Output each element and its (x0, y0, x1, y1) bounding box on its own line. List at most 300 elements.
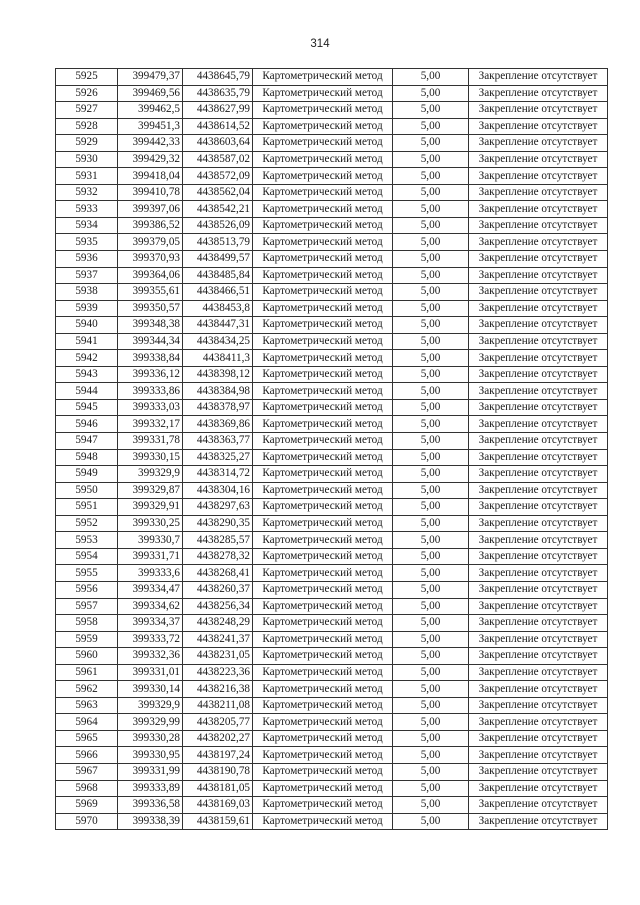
x-coordinate-cell: 399336,12 (118, 366, 183, 383)
x-coordinate-cell: 399330,25 (118, 515, 183, 532)
fixing-description-cell: Закрепление отсутствует (469, 151, 608, 168)
method-cell: Картометрический метод (253, 69, 393, 86)
point-number-cell: 5931 (56, 168, 118, 185)
y-coordinate-cell: 4438434,25 (183, 333, 253, 350)
method-cell: Картометрический метод (253, 267, 393, 284)
table-row (56, 615, 608, 632)
fixing-description-cell: Закрепление отсутствует (469, 85, 608, 102)
error-cell: 5,00 (393, 333, 469, 350)
x-coordinate-cell: 399418,04 (118, 168, 183, 185)
table-row (56, 664, 608, 681)
fixing-description-cell: Закрепление отсутствует (469, 813, 608, 830)
table-row (56, 151, 608, 168)
method-cell: Картометрический метод (253, 714, 393, 731)
table-row (56, 383, 608, 400)
x-coordinate-cell: 399462,5 (118, 102, 183, 119)
point-number-cell: 5947 (56, 433, 118, 450)
point-number-cell: 5930 (56, 151, 118, 168)
x-coordinate-cell: 399334,62 (118, 598, 183, 615)
fixing-description-cell: Закрепление отсутствует (469, 184, 608, 201)
fixing-description-cell: Закрепление отсутствует (469, 598, 608, 615)
method-cell: Картометрический метод (253, 482, 393, 499)
fixing-description-cell: Закрепление отсутствует (469, 515, 608, 532)
x-coordinate-cell: 399329,9 (118, 466, 183, 483)
table-row (56, 333, 608, 350)
y-coordinate-cell: 4438278,32 (183, 548, 253, 565)
x-coordinate-cell: 399329,91 (118, 499, 183, 516)
fixing-description-cell: Закрепление отсутствует (469, 433, 608, 450)
table-row (56, 433, 608, 450)
x-coordinate-cell: 399332,17 (118, 416, 183, 433)
table-row (56, 813, 608, 830)
error-cell: 5,00 (393, 267, 469, 284)
method-cell: Картометрический метод (253, 797, 393, 814)
error-cell: 5,00 (393, 135, 469, 152)
method-cell: Картометрический метод (253, 300, 393, 317)
method-cell: Картометрический метод (253, 449, 393, 466)
x-coordinate-cell: 399331,01 (118, 664, 183, 681)
table-row (56, 217, 608, 234)
method-cell: Картометрический метод (253, 681, 393, 698)
y-coordinate-cell: 4438627,99 (183, 102, 253, 119)
point-number-cell: 5964 (56, 714, 118, 731)
method-cell: Картометрический метод (253, 780, 393, 797)
point-number-cell: 5950 (56, 482, 118, 499)
point-number-cell: 5933 (56, 201, 118, 218)
method-cell: Картометрический метод (253, 433, 393, 450)
error-cell: 5,00 (393, 184, 469, 201)
y-coordinate-cell: 4438325,27 (183, 449, 253, 466)
point-number-cell: 5941 (56, 333, 118, 350)
method-cell: Картометрический метод (253, 102, 393, 119)
point-number-cell: 5969 (56, 797, 118, 814)
error-cell: 5,00 (393, 747, 469, 764)
fixing-description-cell: Закрепление отсутствует (469, 449, 608, 466)
fixing-description-cell: Закрепление отсутствует (469, 135, 608, 152)
fixing-description-cell: Закрепление отсутствует (469, 697, 608, 714)
fixing-description-cell: Закрепление отсутствует (469, 168, 608, 185)
method-cell: Картометрический метод (253, 615, 393, 632)
fixing-description-cell: Закрепление отсутствует (469, 532, 608, 549)
y-coordinate-cell: 4438453,8 (183, 300, 253, 317)
y-coordinate-cell: 4438378,97 (183, 399, 253, 416)
fixing-description-cell: Закрепление отсутствует (469, 780, 608, 797)
point-number-cell: 5925 (56, 69, 118, 86)
fixing-description-cell: Закрепление отсутствует (469, 416, 608, 433)
fixing-description-cell: Закрепление отсутствует (469, 747, 608, 764)
y-coordinate-cell: 4438169,03 (183, 797, 253, 814)
x-coordinate-cell: 399332,36 (118, 648, 183, 665)
error-cell: 5,00 (393, 780, 469, 797)
x-coordinate-cell: 399331,71 (118, 548, 183, 565)
x-coordinate-cell: 399469,56 (118, 85, 183, 102)
method-cell: Картометрический метод (253, 631, 393, 648)
x-coordinate-cell: 399330,28 (118, 730, 183, 747)
x-coordinate-cell: 399331,99 (118, 763, 183, 780)
error-cell: 5,00 (393, 466, 469, 483)
fixing-description-cell: Закрепление отсутствует (469, 581, 608, 598)
fixing-description-cell: Закрепление отсутствует (469, 648, 608, 665)
table-row (56, 730, 608, 747)
point-number-cell: 5955 (56, 565, 118, 582)
y-coordinate-cell: 4438363,77 (183, 433, 253, 450)
y-coordinate-cell: 4438211,08 (183, 697, 253, 714)
fixing-description-cell: Закрепление отсутствует (469, 300, 608, 317)
point-number-cell: 5929 (56, 135, 118, 152)
y-coordinate-cell: 4438159,61 (183, 813, 253, 830)
point-number-cell: 5953 (56, 532, 118, 549)
table-row (56, 797, 608, 814)
x-coordinate-cell: 399330,7 (118, 532, 183, 549)
x-coordinate-cell: 399334,37 (118, 615, 183, 632)
fixing-description-cell: Закрепление отсутствует (469, 615, 608, 632)
error-cell: 5,00 (393, 615, 469, 632)
error-cell: 5,00 (393, 168, 469, 185)
x-coordinate-cell: 399344,34 (118, 333, 183, 350)
x-coordinate-cell: 399429,32 (118, 151, 183, 168)
fixing-description-cell: Закрепление отсутствует (469, 317, 608, 334)
fixing-description-cell: Закрепление отсутствует (469, 499, 608, 516)
table-row (56, 284, 608, 301)
table-row (56, 118, 608, 135)
x-coordinate-cell: 399333,72 (118, 631, 183, 648)
y-coordinate-cell: 4438231,05 (183, 648, 253, 665)
y-coordinate-cell: 4438485,84 (183, 267, 253, 284)
point-number-cell: 5949 (56, 466, 118, 483)
y-coordinate-cell: 4438202,27 (183, 730, 253, 747)
method-cell: Картометрический метод (253, 697, 393, 714)
table-row (56, 184, 608, 201)
point-number-cell: 5962 (56, 681, 118, 698)
method-cell: Картометрический метод (253, 499, 393, 516)
error-cell: 5,00 (393, 284, 469, 301)
y-coordinate-cell: 4438603,64 (183, 135, 253, 152)
fixing-description-cell: Закрепление отсутствует (469, 350, 608, 367)
method-cell: Картометрический метод (253, 730, 393, 747)
error-cell: 5,00 (393, 449, 469, 466)
table-row (56, 466, 608, 483)
error-cell: 5,00 (393, 648, 469, 665)
error-cell: 5,00 (393, 118, 469, 135)
method-cell: Картометрический метод (253, 598, 393, 615)
point-number-cell: 5963 (56, 697, 118, 714)
x-coordinate-cell: 399329,99 (118, 714, 183, 731)
fixing-description-cell: Закрепление отсутствует (469, 217, 608, 234)
point-number-cell: 5958 (56, 615, 118, 632)
point-number-cell: 5937 (56, 267, 118, 284)
table-row (56, 681, 608, 698)
method-cell: Картометрический метод (253, 251, 393, 268)
table-row (56, 449, 608, 466)
fixing-description-cell: Закрепление отсутствует (469, 383, 608, 400)
point-number-cell: 5935 (56, 234, 118, 251)
error-cell: 5,00 (393, 499, 469, 516)
fixing-description-cell: Закрепление отсутствует (469, 333, 608, 350)
y-coordinate-cell: 4438398,12 (183, 366, 253, 383)
error-cell: 5,00 (393, 366, 469, 383)
error-cell: 5,00 (393, 217, 469, 234)
point-number-cell: 5944 (56, 383, 118, 400)
x-coordinate-cell: 399397,06 (118, 201, 183, 218)
table-row (56, 366, 608, 383)
table-row (56, 85, 608, 102)
point-number-cell: 5939 (56, 300, 118, 317)
point-number-cell: 5940 (56, 317, 118, 334)
table-row (56, 168, 608, 185)
table-row (56, 350, 608, 367)
point-number-cell: 5932 (56, 184, 118, 201)
error-cell: 5,00 (393, 234, 469, 251)
y-coordinate-cell: 4438205,77 (183, 714, 253, 731)
y-coordinate-cell: 4438297,63 (183, 499, 253, 516)
y-coordinate-cell: 4438304,16 (183, 482, 253, 499)
x-coordinate-cell: 399333,86 (118, 383, 183, 400)
method-cell: Картометрический метод (253, 399, 393, 416)
fixing-description-cell: Закрепление отсутствует (469, 251, 608, 268)
point-number-cell: 5951 (56, 499, 118, 516)
fixing-description-cell: Закрепление отсутствует (469, 234, 608, 251)
table-row (56, 697, 608, 714)
error-cell: 5,00 (393, 85, 469, 102)
fixing-description-cell: Закрепление отсутствует (469, 69, 608, 86)
error-cell: 5,00 (393, 251, 469, 268)
y-coordinate-cell: 4438260,37 (183, 581, 253, 598)
table-row (56, 499, 608, 516)
fixing-description-cell: Закрепление отсутствует (469, 366, 608, 383)
error-cell: 5,00 (393, 399, 469, 416)
x-coordinate-cell: 399333,6 (118, 565, 183, 582)
x-coordinate-cell: 399442,33 (118, 135, 183, 152)
table-row (56, 631, 608, 648)
fixing-description-cell: Закрепление отсутствует (469, 118, 608, 135)
method-cell: Картометрический метод (253, 763, 393, 780)
y-coordinate-cell: 4438466,51 (183, 284, 253, 301)
y-coordinate-cell: 4438190,78 (183, 763, 253, 780)
x-coordinate-cell: 399333,03 (118, 399, 183, 416)
coordinates-table-body (56, 69, 608, 830)
page-number: 314 (310, 38, 330, 50)
x-coordinate-cell: 399355,61 (118, 284, 183, 301)
error-cell: 5,00 (393, 714, 469, 731)
table-row (56, 399, 608, 416)
y-coordinate-cell: 4438562,04 (183, 184, 253, 201)
error-cell: 5,00 (393, 300, 469, 317)
method-cell: Картометрический метод (253, 581, 393, 598)
error-cell: 5,00 (393, 813, 469, 830)
error-cell: 5,00 (393, 201, 469, 218)
x-coordinate-cell: 399333,89 (118, 780, 183, 797)
table-row (56, 102, 608, 119)
point-number-cell: 5956 (56, 581, 118, 598)
fixing-description-cell: Закрепление отсутствует (469, 102, 608, 119)
point-number-cell: 5938 (56, 284, 118, 301)
fixing-description-cell: Закрепление отсутствует (469, 714, 608, 731)
method-cell: Картометрический метод (253, 151, 393, 168)
x-coordinate-cell: 399329,87 (118, 482, 183, 499)
fixing-description-cell: Закрепление отсутствует (469, 399, 608, 416)
y-coordinate-cell: 4438542,21 (183, 201, 253, 218)
x-coordinate-cell: 399410,78 (118, 184, 183, 201)
table-row (56, 267, 608, 284)
method-cell: Картометрический метод (253, 350, 393, 367)
y-coordinate-cell: 4438241,37 (183, 631, 253, 648)
table-row (56, 482, 608, 499)
method-cell: Картометрический метод (253, 366, 393, 383)
table-row (56, 780, 608, 797)
y-coordinate-cell: 4438314,72 (183, 466, 253, 483)
fixing-description-cell: Закрепление отсутствует (469, 730, 608, 747)
method-cell: Картометрический метод (253, 648, 393, 665)
error-cell: 5,00 (393, 797, 469, 814)
y-coordinate-cell: 4438369,86 (183, 416, 253, 433)
x-coordinate-cell: 399364,06 (118, 267, 183, 284)
y-coordinate-cell: 4438447,31 (183, 317, 253, 334)
method-cell: Картометрический метод (253, 333, 393, 350)
point-number-cell: 5948 (56, 449, 118, 466)
table-row (56, 201, 608, 218)
y-coordinate-cell: 4438614,52 (183, 118, 253, 135)
table-row (56, 581, 608, 598)
point-number-cell: 5945 (56, 399, 118, 416)
method-cell: Картометрический метод (253, 85, 393, 102)
error-cell: 5,00 (393, 350, 469, 367)
error-cell: 5,00 (393, 482, 469, 499)
point-number-cell: 5954 (56, 548, 118, 565)
point-number-cell: 5966 (56, 747, 118, 764)
coordinates-table (55, 68, 608, 830)
method-cell: Картометрический метод (253, 747, 393, 764)
fixing-description-cell: Закрепление отсутствует (469, 631, 608, 648)
x-coordinate-cell: 399330,95 (118, 747, 183, 764)
table-row (56, 714, 608, 731)
y-coordinate-cell: 4438248,29 (183, 615, 253, 632)
point-number-cell: 5946 (56, 416, 118, 433)
method-cell: Картометрический метод (253, 317, 393, 334)
method-cell: Картометрический метод (253, 515, 393, 532)
y-coordinate-cell: 4438197,24 (183, 747, 253, 764)
point-number-cell: 5936 (56, 251, 118, 268)
y-coordinate-cell: 4438384,98 (183, 383, 253, 400)
point-number-cell: 5961 (56, 664, 118, 681)
point-number-cell: 5970 (56, 813, 118, 830)
table-row (56, 234, 608, 251)
fixing-description-cell: Закрепление отсутствует (469, 284, 608, 301)
point-number-cell: 5968 (56, 780, 118, 797)
point-number-cell: 5934 (56, 217, 118, 234)
y-coordinate-cell: 4438499,57 (183, 251, 253, 268)
error-cell: 5,00 (393, 532, 469, 549)
y-coordinate-cell: 4438513,79 (183, 234, 253, 251)
y-coordinate-cell: 4438572,09 (183, 168, 253, 185)
error-cell: 5,00 (393, 317, 469, 334)
table-row (56, 69, 608, 86)
table-row (56, 416, 608, 433)
fixing-description-cell: Закрепление отсутствует (469, 466, 608, 483)
method-cell: Картометрический метод (253, 565, 393, 582)
x-coordinate-cell: 399370,93 (118, 251, 183, 268)
x-coordinate-cell: 399338,39 (118, 813, 183, 830)
error-cell: 5,00 (393, 433, 469, 450)
method-cell: Картометрический метод (253, 201, 393, 218)
table-row (56, 515, 608, 532)
table-row (56, 747, 608, 764)
table-row (56, 251, 608, 268)
x-coordinate-cell: 399330,15 (118, 449, 183, 466)
method-cell: Картометрический метод (253, 383, 393, 400)
method-cell: Картометрический метод (253, 184, 393, 201)
x-coordinate-cell: 399334,47 (118, 581, 183, 598)
y-coordinate-cell: 4438526,09 (183, 217, 253, 234)
fixing-description-cell: Закрепление отсутствует (469, 664, 608, 681)
error-cell: 5,00 (393, 69, 469, 86)
fixing-description-cell: Закрепление отсутствует (469, 548, 608, 565)
fixing-description-cell: Закрепление отсутствует (469, 201, 608, 218)
y-coordinate-cell: 4438411,3 (183, 350, 253, 367)
y-coordinate-cell: 4438216,38 (183, 681, 253, 698)
method-cell: Картометрический метод (253, 664, 393, 681)
point-number-cell: 5967 (56, 763, 118, 780)
point-number-cell: 5943 (56, 366, 118, 383)
method-cell: Картометрический метод (253, 813, 393, 830)
fixing-description-cell: Закрепление отсутствует (469, 763, 608, 780)
table-row (56, 648, 608, 665)
fixing-description-cell: Закрепление отсутствует (469, 681, 608, 698)
y-coordinate-cell: 4438635,79 (183, 85, 253, 102)
error-cell: 5,00 (393, 151, 469, 168)
x-coordinate-cell: 399329,9 (118, 697, 183, 714)
error-cell: 5,00 (393, 548, 469, 565)
y-coordinate-cell: 4438256,34 (183, 598, 253, 615)
y-coordinate-cell: 4438285,57 (183, 532, 253, 549)
method-cell: Картометрический метод (253, 284, 393, 301)
error-cell: 5,00 (393, 383, 469, 400)
error-cell: 5,00 (393, 681, 469, 698)
method-cell: Картометрический метод (253, 234, 393, 251)
point-number-cell: 5928 (56, 118, 118, 135)
table-row (56, 565, 608, 582)
method-cell: Картометрический метод (253, 466, 393, 483)
y-coordinate-cell: 4438181,05 (183, 780, 253, 797)
table-row (56, 598, 608, 615)
y-coordinate-cell: 4438268,41 (183, 565, 253, 582)
fixing-description-cell: Закрепление отсутствует (469, 797, 608, 814)
x-coordinate-cell: 399379,05 (118, 234, 183, 251)
point-number-cell: 5960 (56, 648, 118, 665)
point-number-cell: 5957 (56, 598, 118, 615)
x-coordinate-cell: 399479,37 (118, 69, 183, 86)
error-cell: 5,00 (393, 664, 469, 681)
error-cell: 5,00 (393, 598, 469, 615)
error-cell: 5,00 (393, 631, 469, 648)
x-coordinate-cell: 399331,78 (118, 433, 183, 450)
method-cell: Картометрический метод (253, 416, 393, 433)
x-coordinate-cell: 399336,58 (118, 797, 183, 814)
method-cell: Картометрический метод (253, 168, 393, 185)
method-cell: Картометрический метод (253, 548, 393, 565)
x-coordinate-cell: 399330,14 (118, 681, 183, 698)
y-coordinate-cell: 4438290,35 (183, 515, 253, 532)
y-coordinate-cell: 4438223,36 (183, 664, 253, 681)
error-cell: 5,00 (393, 102, 469, 119)
error-cell: 5,00 (393, 763, 469, 780)
x-coordinate-cell: 399350,57 (118, 300, 183, 317)
x-coordinate-cell: 399348,38 (118, 317, 183, 334)
point-number-cell: 5926 (56, 85, 118, 102)
x-coordinate-cell: 399451,3 (118, 118, 183, 135)
table-row (56, 763, 608, 780)
point-number-cell: 5942 (56, 350, 118, 367)
error-cell: 5,00 (393, 515, 469, 532)
